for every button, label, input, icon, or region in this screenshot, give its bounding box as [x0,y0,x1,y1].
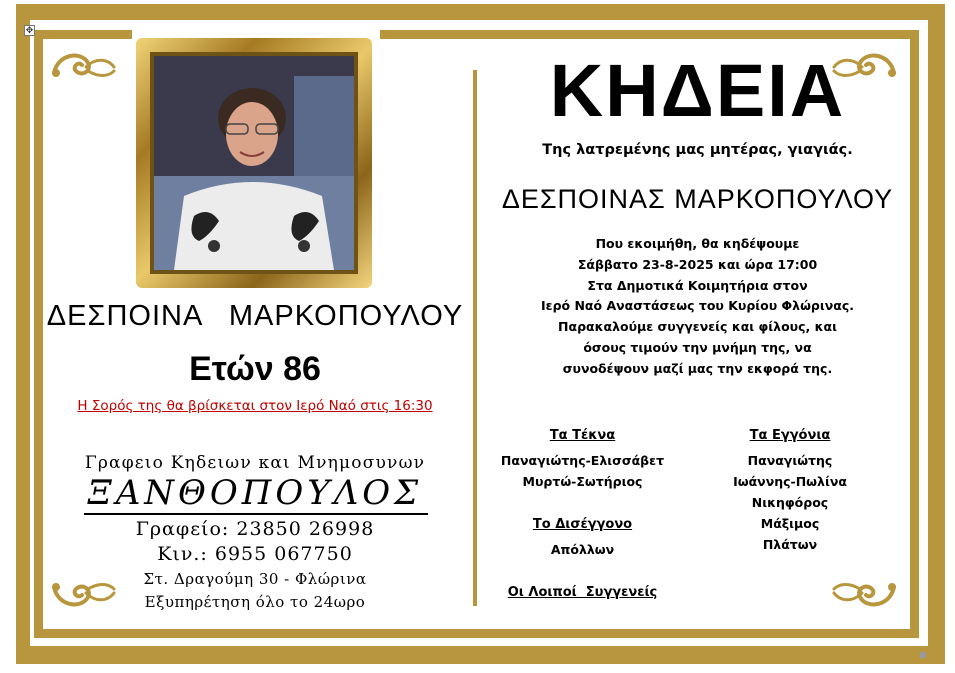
list-item: Παναγιώτης-Ελισσάβετ [500,453,665,468]
children-heading: Τα Τέκνα [549,428,616,443]
ornament-top-left-icon [48,47,118,83]
portrait-frame [136,38,372,288]
brand-underline [84,513,428,515]
portrait-photo [150,52,358,274]
deceased-age: Ετών 86 [189,350,321,388]
great-grandchild-heading: Το Δισέγγονο [532,517,633,532]
children-list [490,450,675,492]
list-item: Νικηφόρος [751,495,829,510]
resize-handle[interactable] [920,652,926,658]
funeral-office-title: Γραφειο Κηδειων και Μνημοσυνων [84,453,426,473]
announcement-line: Ιερό Ναό Αναστάσεως του Κυρίου Φλώρινας. [540,298,855,314]
list-item: Παναγιώτης [747,453,833,468]
office-phone: Γραφείο: 23850 26998 [135,518,375,540]
announcement-line: Σάββατο 23-8-2025 και ώρα 17:00 [577,256,818,272]
list-item: Μάξιμος [760,516,820,531]
list-item: Ιωάννης-Πωλίνα [733,474,847,489]
office-mobile: Κιν.: 6955 067750 [157,543,353,565]
notice-headline: ΚΗΔΕΙΑ [549,49,846,132]
grandchildren-list [710,450,870,555]
announcement-line: όσους τιμούν την μνήμη της, να [583,339,812,355]
other-relatives: Οι Λοιποί Συγγενείς [507,585,658,600]
announcement-line: συνοδέψουν μαζί μας την εκφορά της. [562,360,833,376]
deceased-name-genitive: ΔΕΣΠΟΙΝΑΣ ΜΑΡΚΟΠΟΥΛΟΥ [501,184,894,214]
deceased-name: ΔΕΣΠΟΙΝΑ ΜΑΡΚΟΠΟΥΛΟΥ [46,300,464,332]
column-divider [473,70,477,606]
ornament-bottom-right-icon [830,577,900,613]
funeral-office-brand: ΞΑΝΘΟΠΟΥΛΟΣ [87,473,423,513]
office-hours: Εξυπηρέτηση όλο το 24ωρο [144,593,366,611]
list-item: Μυρτώ-Σωτήριος [522,474,643,489]
great-grandchild-list [490,539,675,560]
move-anchor-icon[interactable]: ✥ [25,26,34,36]
office-address: Στ. Δραγούμη 30 - Φλώρινα [143,570,367,588]
coffin-location-note: Η Σορός της θα βρίσκεται στον Ιερό Ναό στις 16:30 [77,398,433,414]
announcement-line: Που εκοιμήθη, θα κηδέψουμε [595,236,800,251]
announcement-line: Στα Δημοτικά Κοιμητήρια στον [587,277,808,293]
announcement-line: Παρακαλούμε συγγενείς και φίλους, και [558,319,837,335]
list-item: Απόλλων [550,542,615,557]
notice-subtitle: Της λατρεμένης μας μητέρας, γιαγιάς. [542,142,853,158]
list-item: Πλάτων [762,537,818,552]
funeral-announcement [480,234,915,380]
grandchildren-heading: Τα Εγγόνια [749,428,831,443]
